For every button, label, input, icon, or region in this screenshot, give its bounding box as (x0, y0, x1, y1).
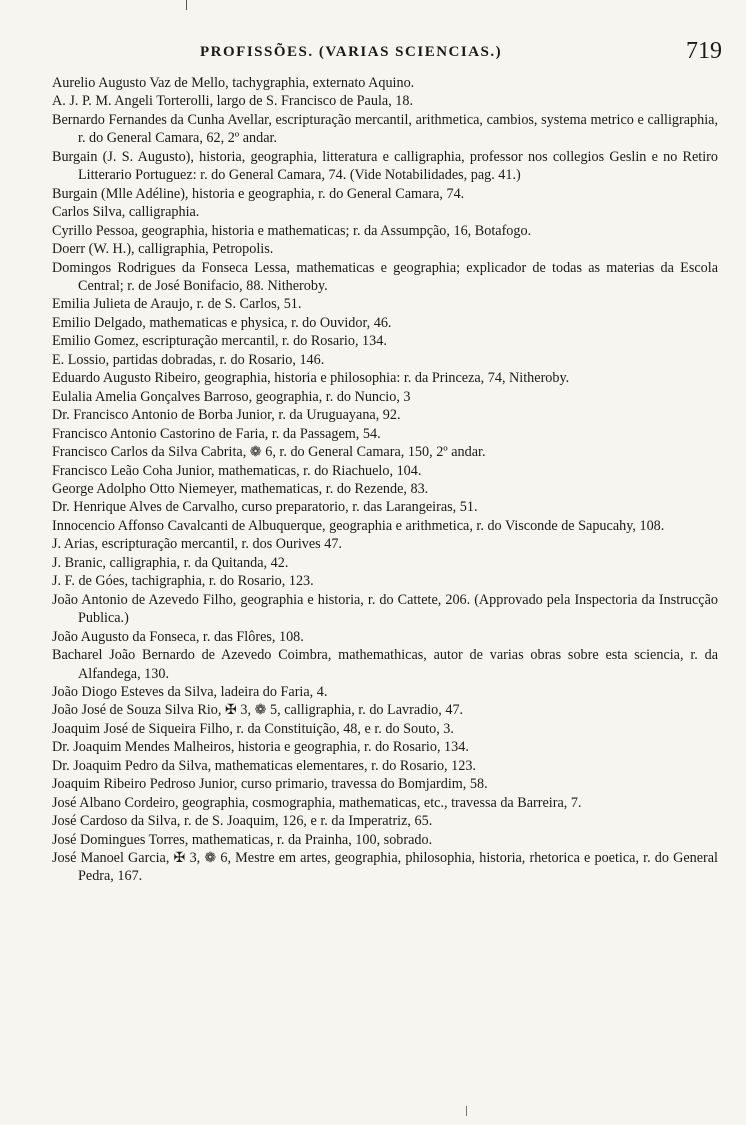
directory-entry: Francisco Carlos da Silva Cabrita, ❁ 6, r. do General Camara, 150, 2º andar. (52, 444, 486, 461)
directory-entry: Bacharel João Bernardo de Azevedo Coimbra, mathemathicas, autor de varias obras sobre esta sciencia, r. da Alfandega, 130. (52, 647, 718, 682)
directory-entry: Aurelio Augusto Vaz de Mello, tachygraphia, externato Aquino. (52, 75, 415, 91)
directory-entries (52, 74, 718, 886)
directory-entry: José Manoel Garcia, ✠ 3, ❁ 6, Mestre em artes, geographia, philosophia, historia, rhetorica e poetica, r. do General Pedra, 167. (52, 850, 718, 885)
directory-entry: João Diogo Esteves da Silva, ladeira do Faria, 4. (52, 683, 328, 700)
directory-entry: Dr. Henrique Alves de Carvalho, curso preparatorio, r. das Larangeiras, 51. (52, 499, 478, 516)
directory-entry: Burgain (J. S. Augusto), historia, geographia, litteratura e calligraphia, professor nos collegios Geslin e no Retiro Litterario Portuguez: r. do General Camara, 74. (Vide Notabilidades, pag. 41.) (52, 148, 718, 184)
directory-entry: Joaquim Ribeiro Pedroso Junior, curso primario, travessa do Bomjardim, 58. (52, 776, 488, 793)
directory-entry: George Adolpho Otto Niemeyer, mathematicas, r. do Rezende, 83. (52, 480, 429, 497)
directory-entry: Eduardo Augusto Ribeiro, geographia, historia e philosophia: r. da Princeza, 74, Nitheroby. (52, 370, 570, 387)
directory-entry: João Augusto da Fonseca, r. das Flôres, 108. (52, 628, 304, 645)
print-mark (186, 0, 187, 10)
directory-entry: Dr. Francisco Antonio de Borba Junior, r. da Uruguayana, 92. (52, 407, 401, 424)
directory-entry: Emilia Julieta de Araujo, r. de S. Carlos, 51. (52, 296, 302, 313)
print-mark (466, 1106, 467, 1116)
directory-entry: Carlos Silva, calligraphia. (52, 204, 200, 221)
directory-entry: Domingos Rodrigues da Fonseca Lessa, mathematicas e geographia; explicador de todas as materias da Escola Central; r. de José Bonifacio, 88. Nitheroby. (52, 259, 718, 294)
directory-entry: Eulalia Amelia Gonçalves Barroso, geographia, r. do Nuncio, 3 (52, 388, 411, 405)
directory-entry: Francisco Leão Coha Junior, mathematicas, r. do Riachuelo, 104. (52, 462, 422, 479)
directory-entry: Bernardo Fernandes da Cunha Avellar, escripturação mercantil, arithmetica, cambios, systema metrico e calligraphia, r. do General Camara, 62, 2º andar. (52, 111, 718, 147)
directory-entry: Cyrillo Pessoa, geographia, historia e mathematicas; r. da Assumpção, 16, Botafogo. (52, 222, 532, 239)
page-number: 719 (686, 38, 722, 64)
directory-entry: João José de Souza Silva Rio, ✠ 3, ❁ 5, calligraphia, r. do Lavradio, 47. (52, 702, 464, 719)
directory-entry: José Domingues Torres, mathematicas, r. da Prainha, 100, sobrado. (52, 831, 433, 848)
directory-entry: Francisco Antonio Castorino de Faria, r. da Passagem, 54. (52, 425, 381, 442)
directory-entry: Burgain (Mlle Adéline), historia e geographia, r. do General Camara, 74. (52, 185, 465, 202)
directory-entry: Dr. Joaquim Mendes Malheiros, historia e geographia, r. do Rosario, 134. (52, 739, 469, 756)
directory-entry: J. Arias, escripturação mercantil, r. dos Ourives 47. (52, 536, 342, 553)
directory-entry: Emilio Delgado, mathematicas e physica, r. do Ouvidor, 46. (52, 314, 392, 331)
page-header (0, 38, 746, 74)
directory-entry: A. J. P. M. Angeli Torterolli, largo de S. Francisco de Paula, 18. (52, 93, 414, 110)
directory-entry: Innocencio Affonso Cavalcanti de Albuquerque, geographia e arithmetica, r. do Visconde de Sapucahy, 108. (52, 517, 665, 534)
directory-entry: Doerr (W. H.), calligraphia, Petropolis. (52, 241, 274, 258)
directory-entry: José Albano Cordeiro, geographia, cosmographia, mathematicas, etc., travessa da Barreira, 7. (52, 794, 582, 811)
directory-entry: João Antonio de Azevedo Filho, geographia e historia, r. do Cattete, 206. (Approvado pela Inspectoria da Instrucção Publica.) (52, 591, 718, 627)
directory-entry: José Cardoso da Silva, r. de S. Joaquim, 126, e r. da Imperatriz, 65. (52, 813, 433, 830)
running-title: PROFISSÕES. (VARIAS SCIENCIAS.) (200, 44, 503, 60)
directory-entry: J. F. de Góes, tachigraphia, r. do Rosario, 123. (52, 573, 314, 590)
directory-entry: Emilio Gomez, escripturação mercantil, r. do Rosario, 134. (52, 333, 387, 350)
directory-entry: Dr. Joaquim Pedro da Silva, mathematicas elementares, r. do Rosario, 123. (52, 757, 476, 774)
directory-entry: Joaquim José de Siqueira Filho, r. da Constituição, 48, e r. do Souto, 3. (52, 720, 454, 737)
directory-entry: J. Branic, calligraphia, r. da Quitanda, 42. (52, 554, 289, 571)
directory-entry: E. Lossio, partidas dobradas, r. do Rosario, 146. (52, 351, 325, 368)
